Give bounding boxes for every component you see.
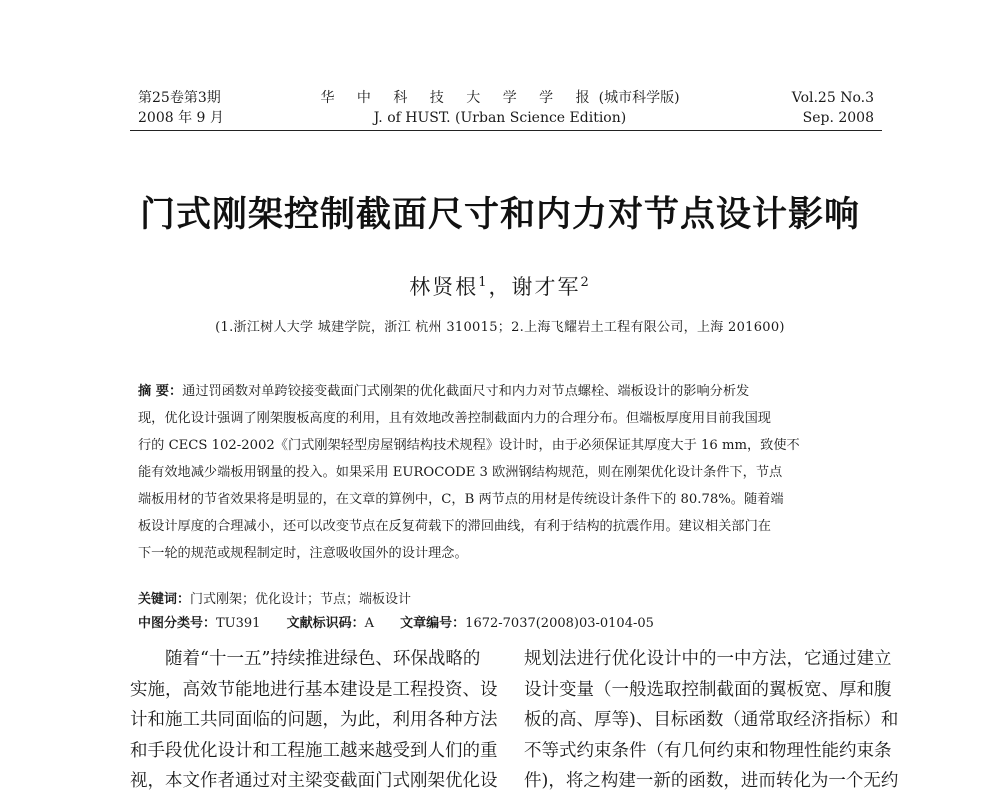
body-line: 板的高、厚等)、目标函数（通常取经济指标）和: [524, 710, 899, 730]
abstract-line: 现，优化设计强调了刚架腹板高度的利用，且有效地改善控制截面内力的合理分布。但端板厚度用目前我国现: [138, 411, 771, 426]
paper-title: 门式刚架控制截面尺寸和内力对节点设计影响: [139, 195, 860, 235]
abstract-line: 板设计厚度的合理减小，还可以改变节点在反复荷载下的滞回曲线，有利于结构的抗震作用。建议相关部门在: [138, 519, 771, 534]
author-affiliation-mark: 1: [478, 275, 489, 290]
abstract-line: 下一轮的规范或规程制定时，注意吸收国外的设计理念。: [138, 546, 468, 561]
keywords-value: 门式刚架；优化设计；节点；端板设计: [190, 592, 412, 607]
classification-line: [138, 612, 898, 636]
header-journal-info: [300, 88, 700, 128]
author-name: 谢才军: [511, 275, 581, 299]
header-date: 2008 年 9 月: [138, 110, 224, 126]
abstract-line: 能有效地减少端板用钢量的投入。如果采用 EUROCODE 3 欧洲钢结构规范，则在刚架优化设计条件下，节点: [138, 465, 783, 480]
body-column-left: [130, 644, 498, 791]
keywords-line: [138, 588, 898, 612]
body-line: 和手段优化设计和工程施工越来越受到人们的重: [130, 740, 498, 761]
header-journal-en: J. of HUST. (Urban Science Edition): [373, 110, 627, 126]
abstract-line: [138, 378, 884, 405]
clc-value: TU391: [216, 616, 261, 631]
header-volume-issue: 第25卷第3期: [138, 90, 221, 106]
body-line: 随着“十一五”持续推进绿色、环保战略的: [165, 649, 481, 669]
header-date-en: Sep. 2008: [802, 110, 874, 126]
body-line: 不等式约束条件（有几何约束和物理性能约束条: [524, 740, 892, 761]
abstract-line: 行的 CECS 102-2002《门式刚架轻型房屋钢结构技术规程》设计时，由于必须保证其厚度大于 16 mm，致使不: [138, 438, 800, 453]
body-line: 视，本文作者通过对主梁变截面门式刚架优化设: [130, 771, 498, 791]
body-line: 件)，将之构建一新的函数，进而转化为一个无约: [524, 771, 899, 791]
header-journal-cn: 华 中 科 技 大 学 学 报: [320, 90, 599, 106]
article-number-label: 文章编号：: [400, 616, 466, 631]
abstract-line: 端板用材的节省效果将是明显的，在文章的算例中，C，B 两节点的用材是传统设计条件下的 80.78%。随着端: [138, 492, 784, 507]
header-volume-info: [138, 88, 224, 128]
header-volume-en: [792, 88, 874, 128]
doc-code-value: A: [364, 616, 375, 631]
body-line: 设计变量（一般选取控制截面的翼板宽、厚和腹: [524, 679, 892, 700]
body-line: 实施，高效节能地进行基本建设是工程投资、设: [130, 679, 498, 700]
author-affiliation-mark: 2: [580, 275, 591, 290]
author-list: [0, 272, 1000, 302]
abstract-label: 摘 要：: [138, 384, 183, 399]
article-metadata: [138, 588, 898, 636]
affiliations: (1.浙江树人大学 城建学院，浙江 杭州 310015；2.上海飞耀岩土工程有限公司，上海 201600): [215, 320, 785, 335]
header-rule: [130, 130, 882, 131]
body-column-right: [524, 644, 899, 791]
body-line: 规划法进行优化设计中的一中方法，它通过建立: [524, 649, 892, 669]
author-name: 林贤根: [409, 275, 479, 299]
header-journal-cn-line: [300, 88, 700, 108]
article-number-value: 1672-7037(2008)03-0104-05: [465, 616, 654, 631]
author-separator: ，: [488, 275, 512, 299]
abstract: [138, 378, 884, 567]
header-vol-number: Vol.25 No.3: [791, 90, 874, 106]
abstract-text: 通过罚函数对单跨铰接变截面门式刚架的优化截面尺寸和内力对节点螺栓、端板设计的影响分析发: [182, 384, 750, 399]
body-line: 计和施工共同面临的问题，为此，利用各种方法: [130, 710, 498, 730]
header-journal-edition: (城市科学版): [598, 90, 680, 106]
doc-code-label: 文献标识码：: [286, 616, 365, 631]
keywords-label: 关键词：: [138, 592, 191, 607]
clc-label: 中图分类号：: [138, 616, 217, 631]
